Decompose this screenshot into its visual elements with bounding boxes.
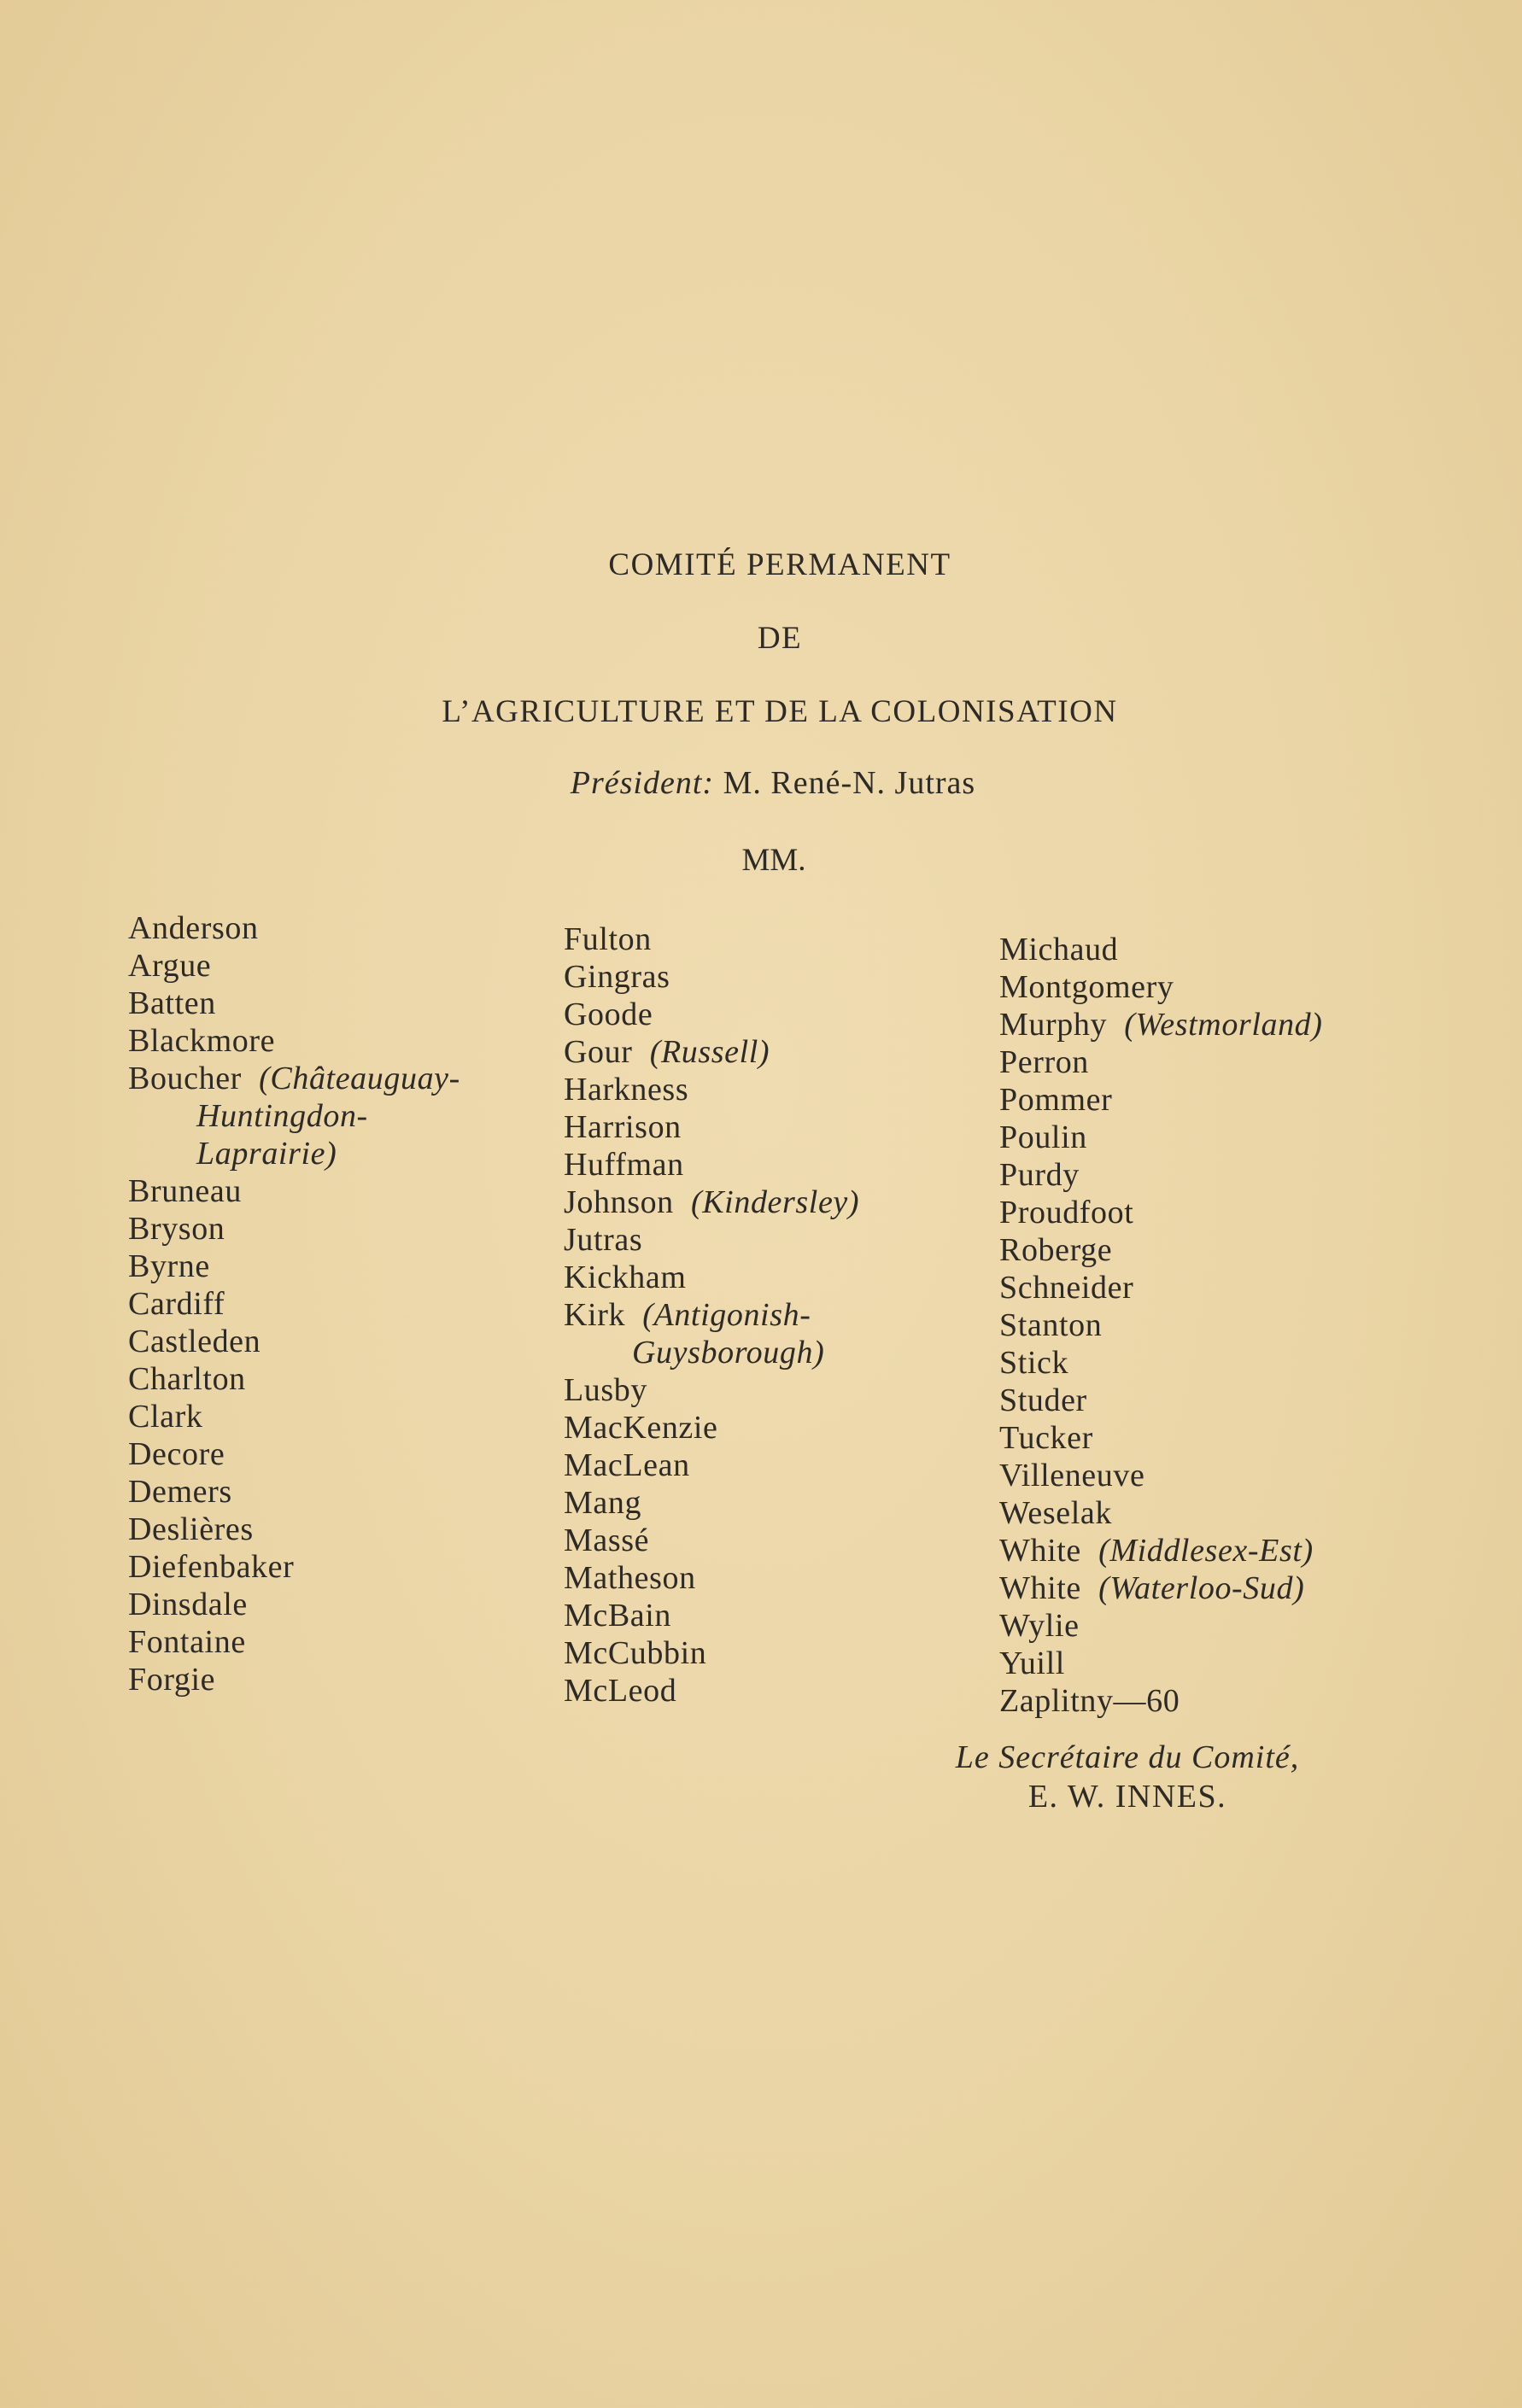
member-name: Yuill [999, 1645, 1065, 1681]
member-name: Fulton [564, 921, 652, 957]
member-entry [564, 1259, 859, 1296]
member-entry [999, 1306, 1323, 1344]
member-name: Villeneuve [999, 1458, 1145, 1493]
member-entry [128, 1022, 460, 1060]
member-name: MacKenzie [564, 1410, 718, 1446]
member-name: Dinsdale [128, 1587, 248, 1622]
member-name: Poulin [999, 1119, 1087, 1155]
member-entry [999, 1645, 1323, 1682]
member-name: Studer [999, 1382, 1087, 1418]
member-entry [128, 1435, 460, 1473]
member-entry [999, 1119, 1323, 1156]
member-entry [999, 931, 1323, 968]
member-name: Roberge [999, 1232, 1113, 1268]
member-entry [564, 1033, 859, 1071]
member-entry [564, 921, 859, 958]
member-entry [128, 1360, 460, 1398]
member-name: Decore [128, 1436, 225, 1472]
member-name: McBain [564, 1598, 672, 1634]
member-entry [999, 1682, 1323, 1720]
member-name: Fontaine [128, 1624, 246, 1660]
committee-title-line1: COMITÉ PERMANENT [608, 547, 951, 582]
member-entry [999, 1081, 1323, 1119]
member-entry [128, 909, 460, 947]
member-name: Stick [999, 1345, 1069, 1381]
member-riding: (Antigonish- [642, 1297, 811, 1333]
member-entry [564, 958, 859, 996]
secretary-name: E. W. INNES. [1027, 1779, 1227, 1815]
member-entry [564, 1108, 859, 1146]
members-column-2 [564, 921, 859, 1710]
member-name: Kickham [564, 1260, 687, 1295]
member-entry [564, 1371, 859, 1409]
member-name: Harkness [564, 1072, 689, 1108]
member-entry [564, 1221, 859, 1259]
member-entry [564, 1597, 859, 1634]
member-entry [564, 1559, 859, 1597]
member-name: Johnson [564, 1184, 674, 1220]
member-entry [999, 968, 1323, 1006]
member-name: Boucher [128, 1061, 242, 1096]
member-entry [999, 1569, 1323, 1607]
member-name: Perron [999, 1044, 1089, 1080]
member-entry [128, 1060, 460, 1172]
member-name: Bruneau [128, 1173, 242, 1209]
president-name: M. René-N. Jutras [723, 765, 976, 801]
member-name: Demers [128, 1474, 232, 1510]
member-entry [128, 1398, 460, 1435]
member-name: Anderson [128, 910, 259, 946]
member-entry [128, 1172, 460, 1210]
member-name: Pommer [999, 1082, 1113, 1118]
member-riding-continued: Guysborough) [632, 1335, 825, 1371]
member-entry [564, 1146, 859, 1184]
member-name: Diefenbaker [128, 1549, 295, 1585]
member-riding: (Middlesex-Est) [1098, 1533, 1314, 1569]
member-name: Proudfoot [999, 1195, 1134, 1230]
member-entry [128, 1623, 460, 1661]
member-name: Wylie [999, 1608, 1080, 1644]
member-name: Batten [128, 985, 216, 1021]
member-name: Montgomery [999, 969, 1174, 1005]
member-entry [564, 1184, 859, 1221]
member-name: Harrison [564, 1109, 682, 1145]
member-entry [999, 1494, 1323, 1532]
members-column-3 [999, 931, 1323, 1720]
member-riding: (Westmorland) [1124, 1007, 1323, 1043]
member-entry [128, 1210, 460, 1248]
member-name: White [999, 1570, 1081, 1606]
member-entry [564, 1522, 859, 1559]
member-name: Zaplitny—60 [999, 1683, 1180, 1719]
member-entry [999, 1532, 1323, 1569]
member-entry [128, 1285, 460, 1323]
member-riding: (Châteauguay- [259, 1061, 460, 1096]
secretary-signature [905, 1738, 1349, 1816]
member-name: Charlton [128, 1361, 246, 1397]
member-name: Castleden [128, 1324, 261, 1359]
member-entry [564, 1296, 859, 1371]
member-entry [564, 1071, 859, 1108]
member-entry [128, 1661, 460, 1698]
member-entry [564, 1447, 859, 1484]
member-entry [564, 1672, 859, 1710]
member-entry [999, 1344, 1323, 1382]
member-name: MacLean [564, 1447, 690, 1483]
member-name: White [999, 1533, 1081, 1569]
member-name: Stanton [999, 1307, 1103, 1343]
member-name: Kirk [564, 1297, 626, 1333]
member-entry [128, 1473, 460, 1511]
member-name: Blackmore [128, 1023, 276, 1059]
member-riding-continued: Huntingdon- [196, 1098, 368, 1134]
member-entry [999, 1457, 1323, 1494]
member-riding: (Russell) [649, 1034, 770, 1070]
member-name: Goode [564, 997, 653, 1032]
member-entry [564, 1484, 859, 1522]
member-entry [128, 985, 460, 1022]
member-name: Cardiff [128, 1286, 225, 1322]
member-entry [999, 1194, 1323, 1231]
member-name: Clark [128, 1399, 203, 1435]
member-name: Lusby [564, 1372, 647, 1408]
member-name: Huffman [564, 1147, 684, 1183]
member-riding-continued: Laprairie) [196, 1136, 337, 1172]
member-entry [564, 1634, 859, 1672]
president-label: Président: [570, 765, 715, 801]
secretary-title: Le Secrétaire du Comité, [955, 1739, 1300, 1775]
member-name: Matheson [564, 1560, 696, 1596]
member-entry [999, 1269, 1323, 1306]
member-name: Murphy [999, 1007, 1108, 1043]
president-line [0, 764, 1522, 802]
member-entry [999, 1382, 1323, 1419]
member-entry [999, 1419, 1323, 1457]
member-entry [128, 1586, 460, 1623]
member-entry [999, 1607, 1323, 1645]
members-column-1 [128, 909, 460, 1698]
member-entry [999, 1043, 1323, 1081]
member-name: Gour [564, 1034, 633, 1070]
member-entry [128, 1323, 460, 1360]
committee-title-line3: L’AGRICULTURE ET DE LA COLONISATION [442, 694, 1118, 729]
member-entry [128, 1548, 460, 1586]
member-name: Argue [128, 948, 212, 984]
member-entry [564, 1409, 859, 1447]
member-name: Tucker [999, 1420, 1093, 1456]
member-name: Schneider [999, 1270, 1134, 1306]
member-entry [128, 947, 460, 985]
member-name: Purdy [999, 1157, 1080, 1193]
member-name: Byrne [128, 1248, 210, 1284]
member-entry [999, 1156, 1323, 1194]
member-name: Forgie [128, 1662, 216, 1698]
member-entry [564, 996, 859, 1033]
members-heading: MM. [741, 843, 806, 878]
member-name: McCubbin [564, 1635, 707, 1671]
member-entry [128, 1511, 460, 1548]
member-name: Deslières [128, 1511, 254, 1547]
member-name: Massé [564, 1523, 650, 1558]
member-entry [128, 1248, 460, 1285]
member-name: Mang [564, 1485, 642, 1521]
member-entry [999, 1231, 1323, 1269]
member-name: Gingras [564, 959, 670, 995]
committee-title-line2: DE [757, 621, 803, 656]
member-name: McLeod [564, 1673, 677, 1709]
member-riding: (Kindersley) [690, 1184, 860, 1220]
member-name: Michaud [999, 932, 1119, 967]
member-name: Weselak [999, 1495, 1112, 1531]
member-entry [999, 1006, 1323, 1043]
member-riding: (Waterloo-Sud) [1098, 1570, 1305, 1606]
member-name: Bryson [128, 1211, 225, 1247]
member-name: Jutras [564, 1222, 643, 1258]
